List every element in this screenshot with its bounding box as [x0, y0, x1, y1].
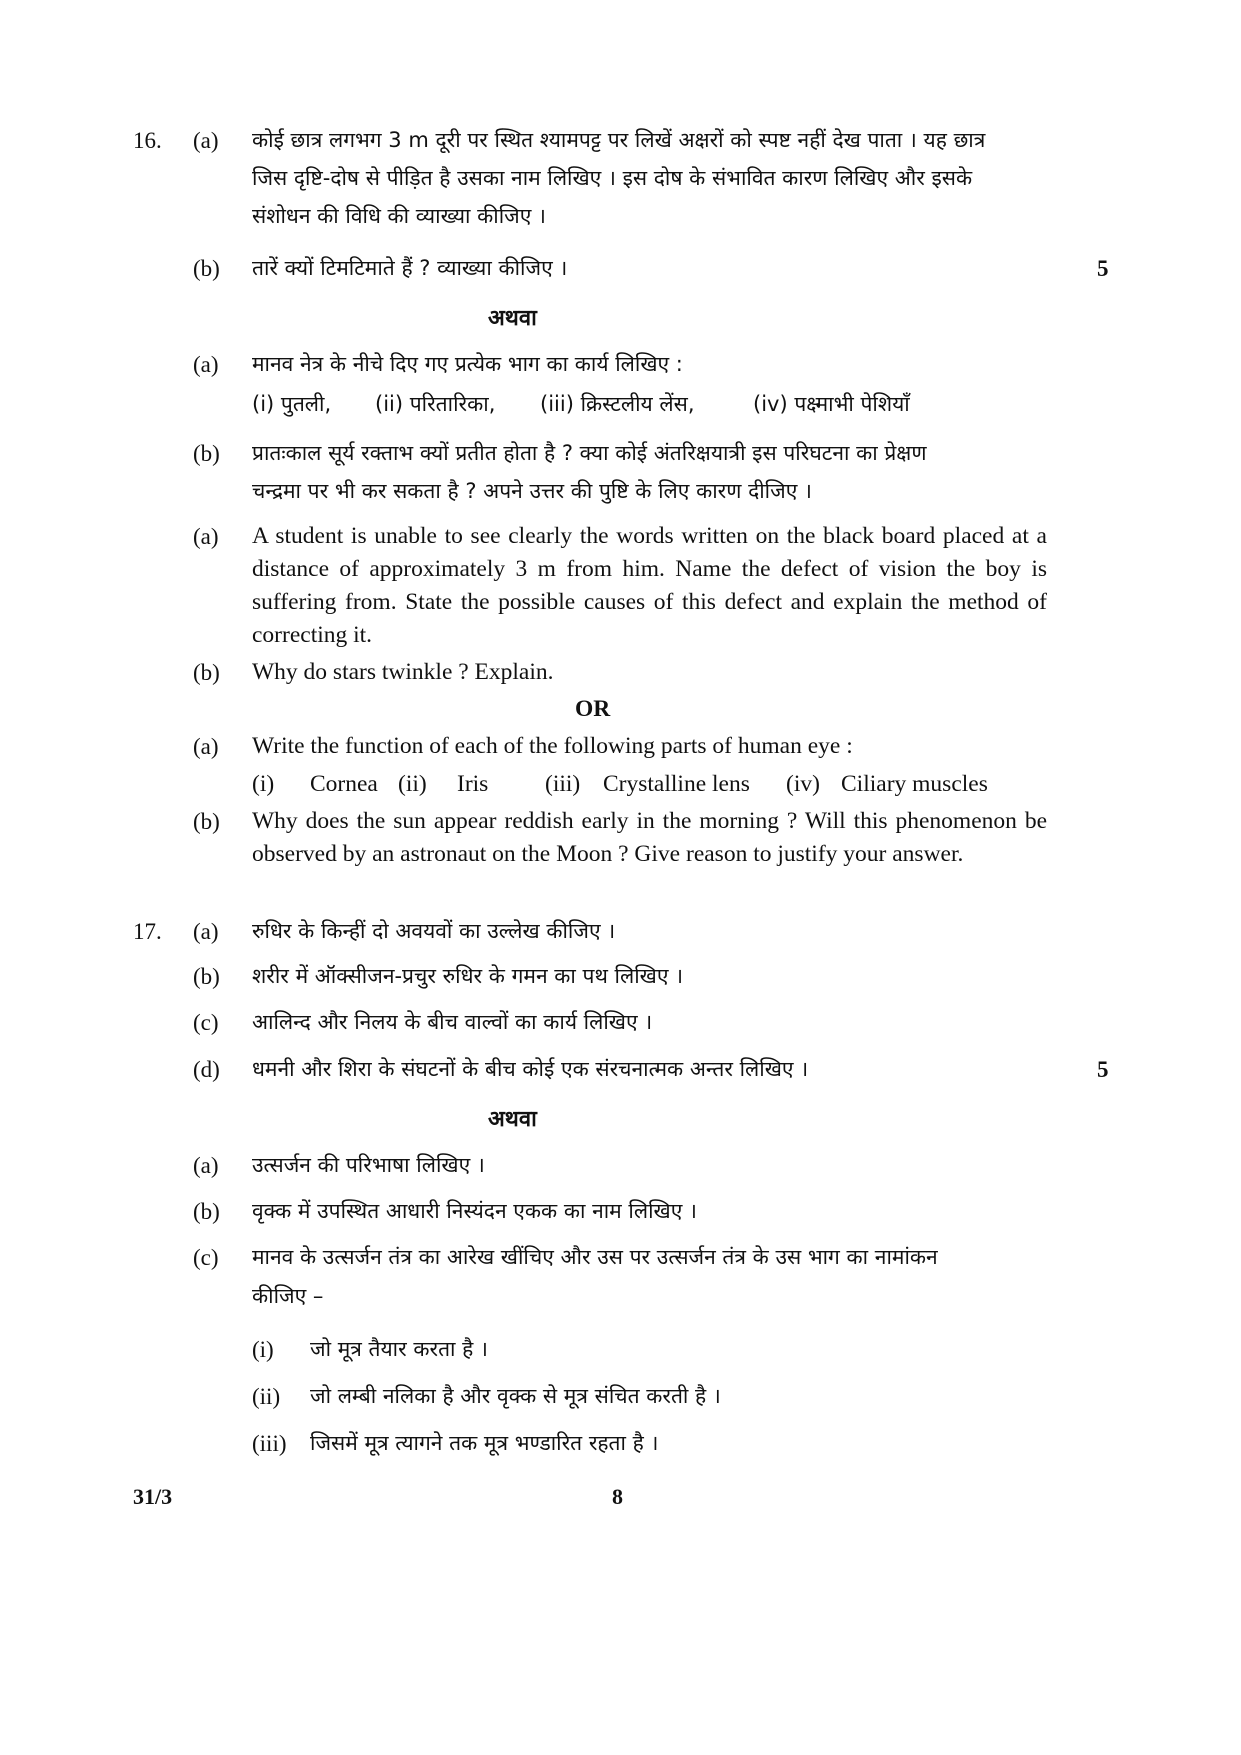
page-number: 8 [612, 1484, 623, 1509]
part-label: (b) [193, 660, 220, 685]
part-item: (i) पुतली, [252, 392, 332, 416]
question-text: कोई छात्र लगभग 3 m दूरी पर स्थित श्यामपट्ट पर लिखें अक्षरों को स्पष्ट नहीं देख पाता । यह छात्र [252, 128, 986, 152]
part-item: (iii) [545, 771, 581, 797]
question-text: मानव के उत्सर्जन तंत्र का आरेख खींचिए और उस पर उत्सर्जन तंत्र के उस भाग का नामांकन [252, 1245, 938, 1269]
subpart-text: जो मूत्र तैयार करता है । [310, 1337, 488, 1361]
subpart-text: जो लम्बी नलिका है और वृक्क से मूत्र संचित करती है । [310, 1384, 721, 1408]
part-label: (a) [193, 128, 219, 153]
or-divider: अथवा [488, 1107, 537, 1132]
question-text: रुधिर के किन्हीं दो अवयवों का उल्लेख कीजिए । [252, 919, 616, 943]
paper-code: 31/3 [133, 1484, 173, 1509]
part-label: (b) [193, 809, 220, 834]
subpart-text: जिसमें मूत्र त्यागने तक मूत्र भण्डारित रहता है । [310, 1431, 659, 1455]
question-text: मानव नेत्र के नीचे दिए गए प्रत्येक भाग का कार्य लिखिए : [252, 352, 683, 376]
question-text: Why do stars twinkle ? Explain. [252, 659, 554, 685]
question-number: 16. [133, 128, 162, 153]
question-text: Write the function of each of the following parts of human eye : [252, 733, 853, 759]
part-label: (a) [193, 919, 219, 944]
part-label: (a) [193, 734, 219, 759]
part-label: (d) [193, 1057, 220, 1082]
marks: 5 [1097, 256, 1109, 281]
question-text: प्रातःकाल सूर्य रक्ताभ क्यों प्रतीत होता है ? क्या कोई अंतरिक्षयात्री इस परिघटना का प्रेक्षण [252, 441, 927, 465]
part-label: (b) [193, 964, 220, 989]
question-text: चन्द्रमा पर भी कर सकता है ? अपने उत्तर की पुष्टि के लिए कारण दीजिए । [252, 479, 812, 503]
question-text: A student is unable to see clearly the words written on the black board placed at a distance of approximately 3 m from him. Name the defect of vision the boy is suffering from. State the possible causes of this defect and explain the method of correcting it. [252, 523, 1047, 648]
part-label: (b) [193, 1199, 220, 1224]
part-item: (ii) परितारिका, [375, 392, 496, 416]
question-text: जिस दृष्टि-दोष से पीड़ित है उसका नाम लिखिए । इस दोष के संभावित कारण लिखिए और इसके [252, 166, 973, 190]
or-divider: OR [575, 696, 611, 722]
question-number: 17. [133, 919, 162, 944]
part-item: Cornea [310, 771, 378, 797]
part-label: (c) [193, 1245, 219, 1270]
subpart-label: (ii) [252, 1384, 281, 1409]
part-label: (b) [193, 441, 220, 466]
part-item: (iv) [786, 771, 820, 797]
or-divider: अथवा [488, 306, 537, 331]
marks: 5 [1097, 1057, 1109, 1082]
question-text: संशोधन की विधि की व्याख्या कीजिए । [252, 204, 547, 228]
part-item: (iv) पक्ष्माभी पेशियाँ [753, 392, 910, 416]
part-label: (a) [193, 524, 219, 549]
question-text: Why does the sun appear reddish early in the morning ? Will this phenomenon be observed by an astronaut on the Moon ? Give reason to justify your answer. [252, 808, 1047, 867]
question-text: वृक्क में उपस्थित आधारी निस्यंदन एकक का नाम लिखिए । [252, 1199, 697, 1223]
question-text: आलिन्द और निलय के बीच वाल्वों का कार्य लिखिए । [252, 1010, 653, 1034]
question-text: उत्सर्जन की परिभाषा लिखिए । [252, 1153, 485, 1177]
subpart-label: (i) [252, 1337, 274, 1362]
subpart-label: (iii) [252, 1431, 287, 1456]
part-item: Ciliary muscles [841, 771, 988, 797]
question-text: कीजिए – [252, 1284, 324, 1308]
part-label: (c) [193, 1010, 219, 1035]
part-label: (b) [193, 256, 220, 281]
part-item: (i) [252, 771, 275, 797]
part-label: (a) [193, 1153, 219, 1178]
question-text: धमनी और शिरा के संघटनों के बीच कोई एक संरचनात्मक अन्तर लिखिए । [252, 1057, 809, 1081]
question-text: तारें क्यों टिमटिमाते हैं ? व्याख्या कीजिए । [252, 256, 568, 280]
question-text: शरीर में ऑक्सीजन-प्रचुर रुधिर के गमन का पथ लिखिए । [252, 964, 684, 988]
part-item: Iris [457, 771, 489, 797]
part-item: Crystalline lens [603, 771, 750, 797]
part-item: (ii) [398, 771, 427, 797]
part-label: (a) [193, 352, 219, 377]
part-item: (iii) क्रिस्टलीय लेंस, [540, 392, 695, 416]
